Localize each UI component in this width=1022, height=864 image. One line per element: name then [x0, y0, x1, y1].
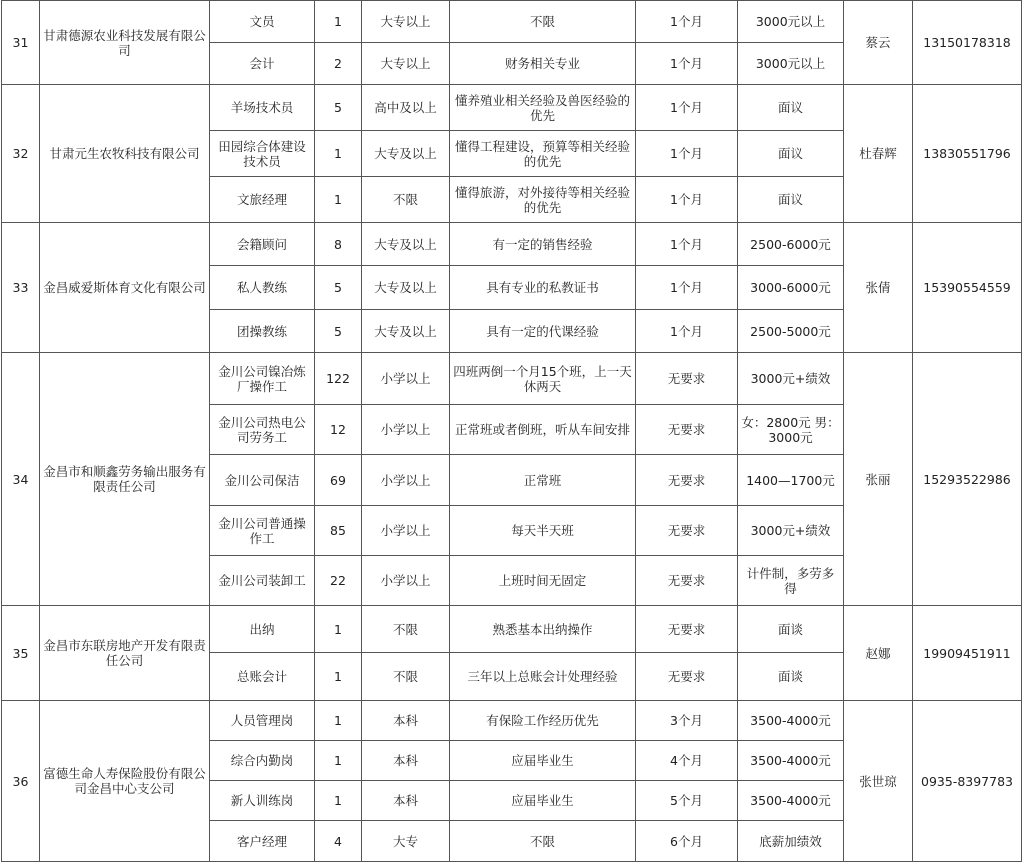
company-number-cell: 34 — [2, 353, 40, 606]
job-title-cell: 综合内勤岗 — [210, 741, 315, 781]
job-count-cell: 1 — [315, 131, 362, 177]
company-number-cell: 36 — [2, 701, 40, 862]
salary-cell: 3000元+绩效 — [738, 353, 844, 405]
salary-cell: 面议 — [738, 85, 844, 131]
job-title-cell: 客户经理 — [210, 821, 315, 862]
contact-phone-cell: 15390554559 — [913, 223, 1022, 353]
salary-cell: 3000元以上 — [738, 43, 844, 85]
job-title-cell: 金川公司普通操作工 — [210, 506, 315, 556]
education-cell: 不限 — [362, 653, 450, 701]
requirement-cell: 懂养殖业相关经验及兽医经验的优先 — [450, 85, 636, 131]
job-count-cell: 1 — [315, 177, 362, 223]
requirement-cell: 有一定的销售经验 — [450, 223, 636, 266]
experience-cell: 无要求 — [636, 606, 738, 653]
job-title-cell: 团操教练 — [210, 310, 315, 353]
company-name-cell: 金昌市和顺鑫劳务输出服务有限责任公司 — [40, 353, 210, 606]
experience-cell: 1个月 — [636, 131, 738, 177]
requirement-cell: 三年以上总账会计处理经验 — [450, 653, 636, 701]
company-name-cell: 甘肃德源农业科技发展有限公司 — [40, 1, 210, 85]
requirement-cell: 不限 — [450, 821, 636, 862]
requirement-cell: 具有专业的私教证书 — [450, 266, 636, 310]
experience-cell: 1个月 — [636, 310, 738, 353]
experience-cell: 1个月 — [636, 177, 738, 223]
salary-cell: 1400—1700元 — [738, 455, 844, 506]
experience-cell: 无要求 — [636, 455, 738, 506]
company-number-cell: 31 — [2, 1, 40, 85]
requirement-cell: 正常班 — [450, 455, 636, 506]
table-row — [2, 223, 1022, 266]
job-count-cell: 5 — [315, 266, 362, 310]
requirement-cell: 有保险工作经历优先 — [450, 701, 636, 741]
education-cell: 小学以上 — [362, 353, 450, 405]
table-row — [2, 1, 1022, 43]
job-count-cell: 12 — [315, 405, 362, 455]
company-number-cell: 32 — [2, 85, 40, 223]
contact-phone-cell: 15293522986 — [913, 353, 1022, 606]
contact-person-cell: 张倩 — [844, 223, 913, 353]
requirement-cell: 财务相关专业 — [450, 43, 636, 85]
experience-cell: 无要求 — [636, 353, 738, 405]
requirement-cell: 不限 — [450, 1, 636, 43]
education-cell: 小学以上 — [362, 506, 450, 556]
job-count-cell: 22 — [315, 556, 362, 606]
company-number-cell: 33 — [2, 223, 40, 353]
contact-person-cell: 杜春辉 — [844, 85, 913, 223]
requirement-cell: 应届毕业生 — [450, 781, 636, 821]
education-cell: 小学以上 — [362, 556, 450, 606]
education-cell: 大专及以上 — [362, 266, 450, 310]
salary-cell: 3000-6000元 — [738, 266, 844, 310]
requirement-cell: 每天半天班 — [450, 506, 636, 556]
table-row — [2, 606, 1022, 653]
education-cell: 大专 — [362, 821, 450, 862]
job-count-cell: 4 — [315, 821, 362, 862]
experience-cell: 1个月 — [636, 43, 738, 85]
experience-cell: 1个月 — [636, 266, 738, 310]
job-count-cell: 85 — [315, 506, 362, 556]
experience-cell: 3个月 — [636, 701, 738, 741]
experience-cell: 无要求 — [636, 405, 738, 455]
salary-cell: 3000元+绩效 — [738, 506, 844, 556]
table-row — [2, 701, 1022, 741]
job-count-cell: 1 — [315, 606, 362, 653]
salary-cell: 3500-4000元 — [738, 781, 844, 821]
job-count-cell: 5 — [315, 85, 362, 131]
experience-cell: 4个月 — [636, 741, 738, 781]
job-count-cell: 1 — [315, 741, 362, 781]
contact-person-cell: 赵娜 — [844, 606, 913, 701]
job-title-cell: 出纳 — [210, 606, 315, 653]
contact-phone-cell: 13830551796 — [913, 85, 1022, 223]
education-cell: 本科 — [362, 741, 450, 781]
experience-cell: 无要求 — [636, 506, 738, 556]
table-row — [2, 353, 1022, 405]
job-title-cell: 人员管理岗 — [210, 701, 315, 741]
salary-cell: 面议 — [738, 131, 844, 177]
experience-cell: 无要求 — [636, 653, 738, 701]
job-count-cell: 5 — [315, 310, 362, 353]
requirement-cell: 具有一定的代课经验 — [450, 310, 636, 353]
salary-cell: 面谈 — [738, 653, 844, 701]
salary-cell: 计件制，多劳多得 — [738, 556, 844, 606]
company-name-cell: 金昌市东联房地产开发有限责任公司 — [40, 606, 210, 701]
experience-cell: 1个月 — [636, 223, 738, 266]
contact-phone-cell: 19909451911 — [913, 606, 1022, 701]
job-count-cell: 1 — [315, 653, 362, 701]
job-title-cell: 会计 — [210, 43, 315, 85]
job-count-cell: 1 — [315, 1, 362, 43]
experience-cell: 1个月 — [636, 85, 738, 131]
job-count-cell: 69 — [315, 455, 362, 506]
job-title-cell: 田园综合体建设技术员 — [210, 131, 315, 177]
education-cell: 不限 — [362, 177, 450, 223]
job-title-cell: 新人训练岗 — [210, 781, 315, 821]
job-listing-table — [1, 0, 1022, 862]
salary-cell: 底薪加绩效 — [738, 821, 844, 862]
job-title-cell: 羊场技术员 — [210, 85, 315, 131]
requirement-cell: 正常班或者倒班，听从车间安排 — [450, 405, 636, 455]
education-cell: 小学以上 — [362, 455, 450, 506]
contact-person-cell: 蔡云 — [844, 1, 913, 85]
job-count-cell: 2 — [315, 43, 362, 85]
table-row — [2, 85, 1022, 131]
job-count-cell: 1 — [315, 781, 362, 821]
salary-cell: 2500-5000元 — [738, 310, 844, 353]
job-title-cell: 私人教练 — [210, 266, 315, 310]
job-title-cell: 文员 — [210, 1, 315, 43]
company-name-cell: 金昌威爱斯体育文化有限公司 — [40, 223, 210, 353]
job-count-cell: 1 — [315, 701, 362, 741]
company-name-cell: 甘肃元生农牧科技有限公司 — [40, 85, 210, 223]
salary-cell: 3000元以上 — [738, 1, 844, 43]
experience-cell: 1个月 — [636, 1, 738, 43]
education-cell: 不限 — [362, 606, 450, 653]
contact-phone-cell: 0935-8397783 — [913, 701, 1022, 862]
education-cell: 大专及以上 — [362, 310, 450, 353]
contact-person-cell: 张丽 — [844, 353, 913, 606]
requirement-cell: 应届毕业生 — [450, 741, 636, 781]
salary-cell: 2500-6000元 — [738, 223, 844, 266]
experience-cell: 无要求 — [636, 556, 738, 606]
job-title-cell: 金川公司保洁 — [210, 455, 315, 506]
education-cell: 小学以上 — [362, 405, 450, 455]
salary-cell: 3500-4000元 — [738, 741, 844, 781]
job-title-cell: 金川公司热电公司劳务工 — [210, 405, 315, 455]
education-cell: 大专以上 — [362, 43, 450, 85]
education-cell: 本科 — [362, 781, 450, 821]
job-title-cell: 文旅经理 — [210, 177, 315, 223]
job-title-cell: 金川公司镍冶炼厂操作工 — [210, 353, 315, 405]
company-name-cell: 富德生命人寿保险股份有限公司金昌中心支公司 — [40, 701, 210, 862]
table-body — [2, 1, 1022, 862]
education-cell: 大专及以上 — [362, 131, 450, 177]
salary-cell: 面议 — [738, 177, 844, 223]
experience-cell: 5个月 — [636, 781, 738, 821]
salary-cell: 女：2800元 男：3000元 — [738, 405, 844, 455]
education-cell: 大专以上 — [362, 1, 450, 43]
job-title-cell: 会籍顾问 — [210, 223, 315, 266]
requirement-cell: 懂得工程建设，预算等相关经验的优先 — [450, 131, 636, 177]
requirement-cell: 四班两倒一个月15个班，上一天休两天 — [450, 353, 636, 405]
education-cell: 高中及以上 — [362, 85, 450, 131]
requirement-cell: 上班时间无固定 — [450, 556, 636, 606]
contact-person-cell: 张世琼 — [844, 701, 913, 862]
job-count-cell: 122 — [315, 353, 362, 405]
job-count-cell: 8 — [315, 223, 362, 266]
experience-cell: 6个月 — [636, 821, 738, 862]
salary-cell: 面谈 — [738, 606, 844, 653]
job-title-cell: 总账会计 — [210, 653, 315, 701]
education-cell: 本科 — [362, 701, 450, 741]
salary-cell: 3500-4000元 — [738, 701, 844, 741]
job-title-cell: 金川公司装卸工 — [210, 556, 315, 606]
company-number-cell: 35 — [2, 606, 40, 701]
requirement-cell: 熟悉基本出纳操作 — [450, 606, 636, 653]
requirement-cell: 懂得旅游，对外接待等相关经验的优先 — [450, 177, 636, 223]
education-cell: 大专及以上 — [362, 223, 450, 266]
contact-phone-cell: 13150178318 — [913, 1, 1022, 85]
